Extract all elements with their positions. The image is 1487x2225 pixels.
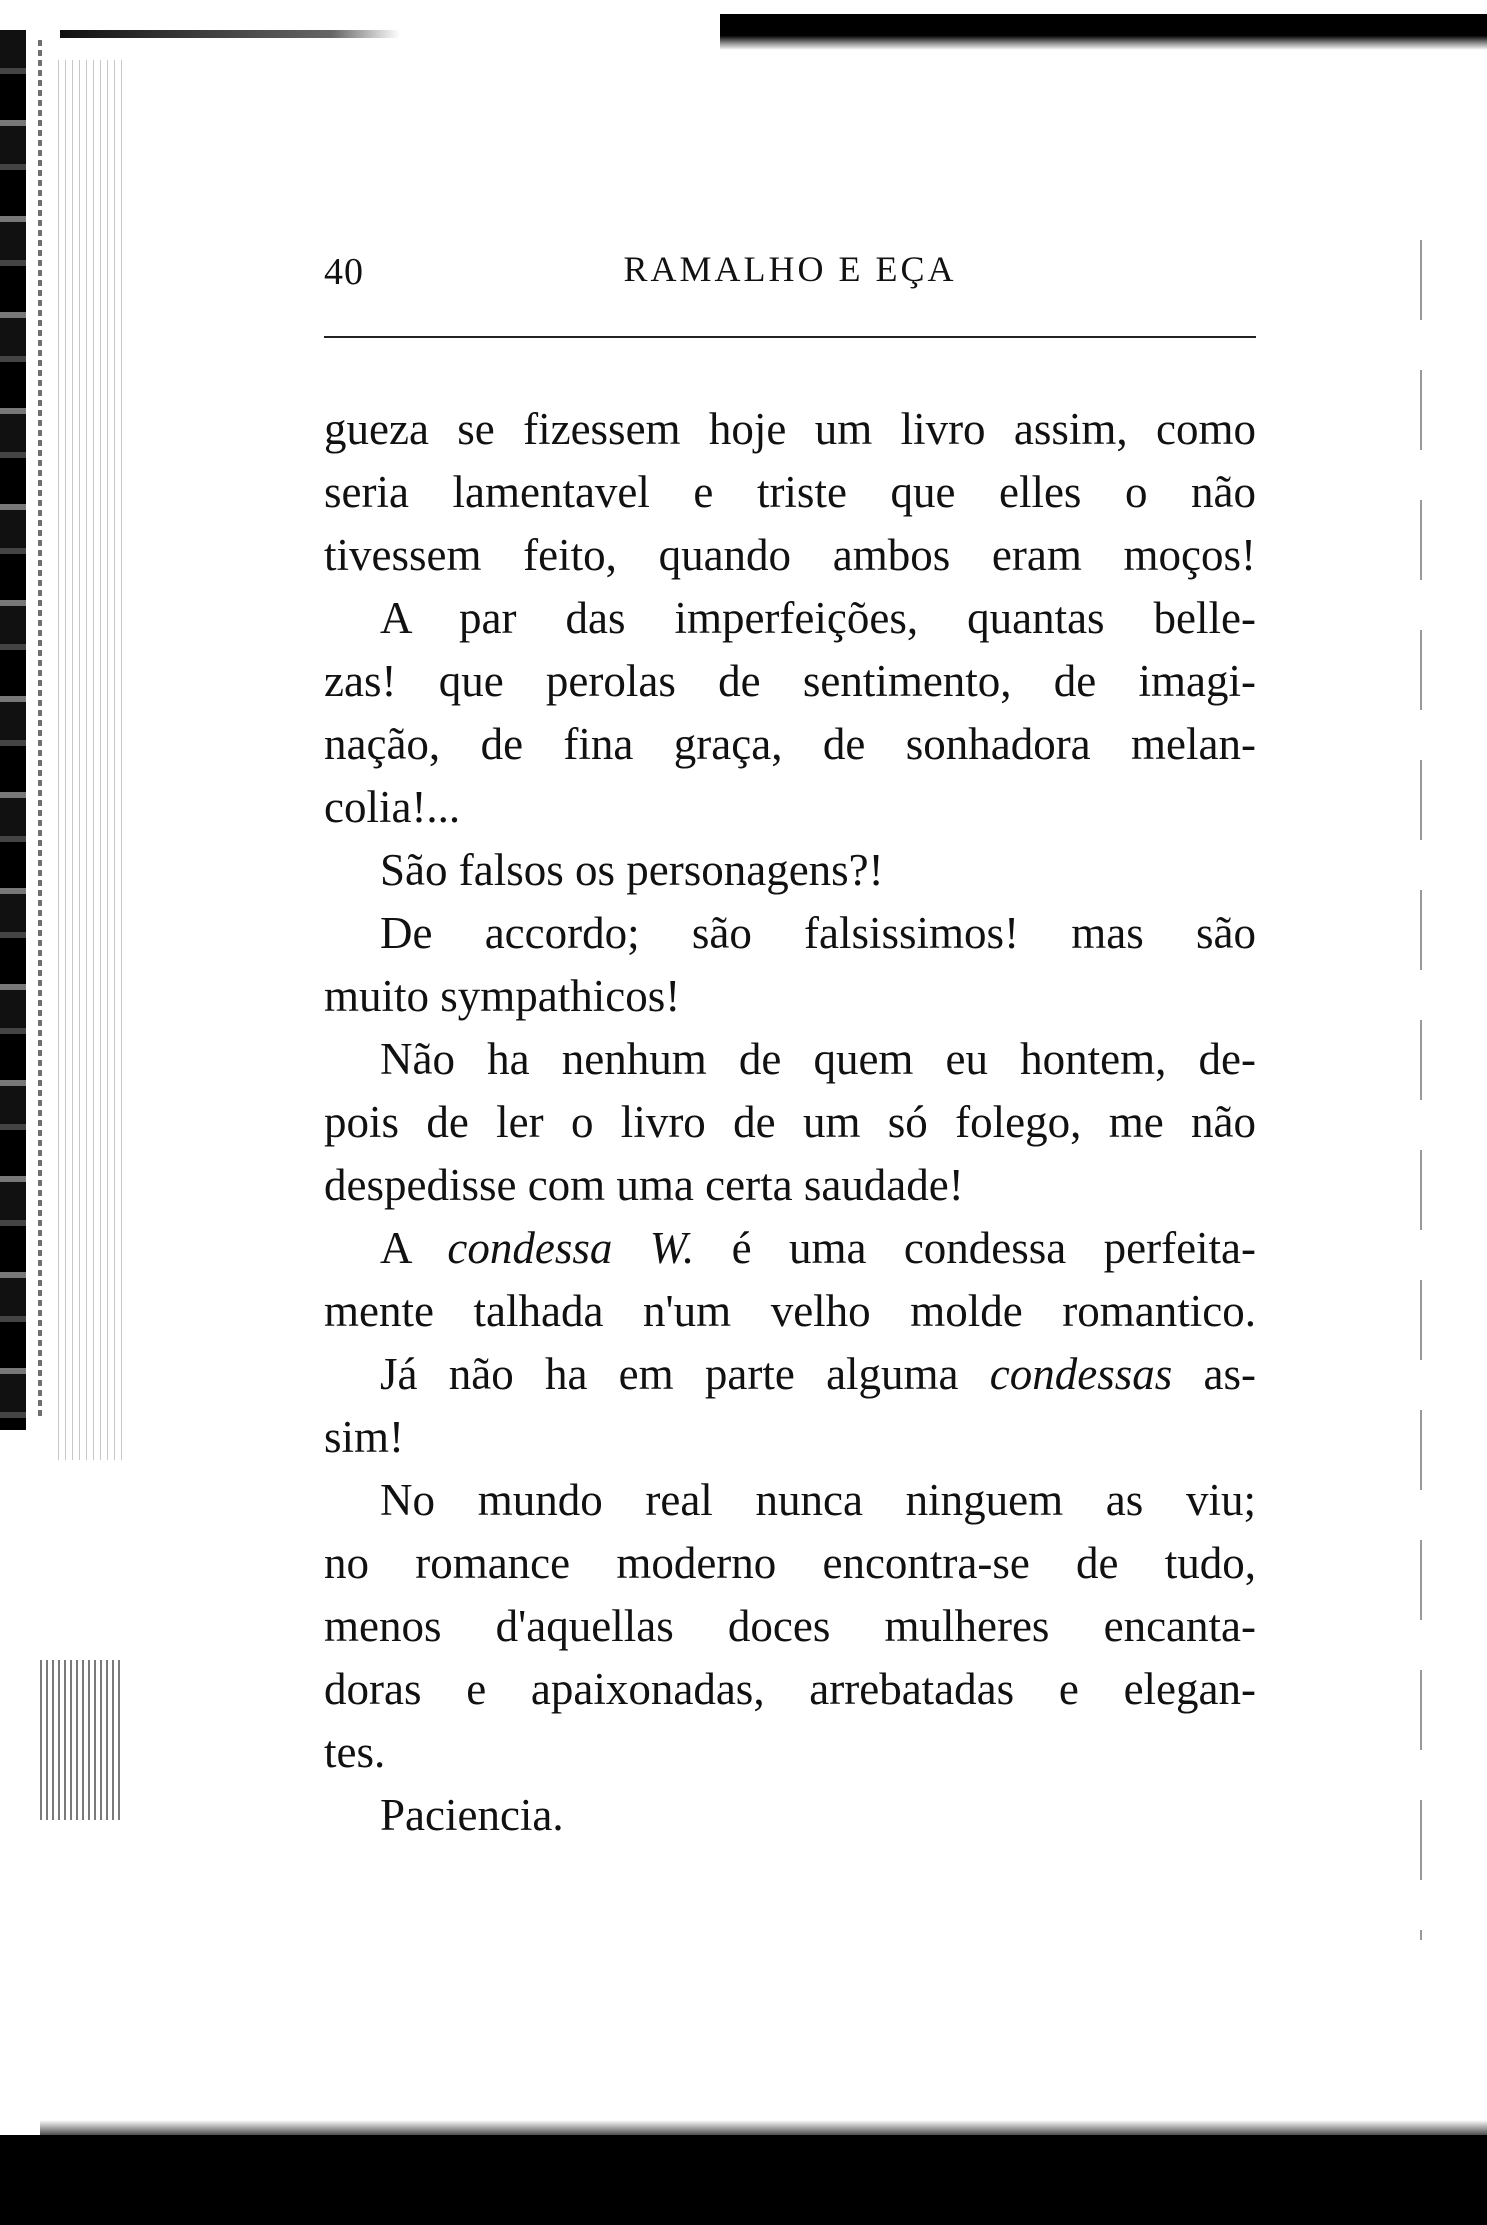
- text-line: doras e apaixonadas, arrebatadas e elegan-: [324, 1664, 1256, 1714]
- text-line: sim!: [324, 1412, 405, 1462]
- scan-edge-lower-mark: [40, 1660, 120, 1820]
- text-line: No mundo real nunca ninguem as viu;: [380, 1475, 1256, 1525]
- text-line: Não ha nenhum de quem eu hontem, de-: [380, 1034, 1256, 1084]
- scan-edge-left: [0, 30, 26, 1430]
- scan-edge-gutter: [58, 60, 124, 1460]
- page-header: [324, 244, 1256, 304]
- text-line: menos d'aquellas doces mulheres encanta-: [324, 1601, 1256, 1651]
- text-line: De accordo; são falsissimos! mas são: [380, 908, 1256, 958]
- text-line: tivessem feito, quando ambos eram moços!: [324, 530, 1256, 580]
- text-segment: as-: [1172, 1349, 1256, 1399]
- text-line: tes.: [324, 1727, 386, 1777]
- body-text: [324, 398, 1256, 1847]
- page-number: 40: [324, 251, 364, 293]
- text-line: A par das imperfeições, quantas belle-: [380, 593, 1256, 643]
- scan-bottom-edge: [0, 2135, 1487, 2225]
- text-line: São falsos os personagens?!: [380, 845, 884, 895]
- running-head: RAMALHO E EÇA: [623, 249, 957, 289]
- text-line: muito sympathicos!: [324, 971, 681, 1021]
- text-line: zas! que perolas de sentimento, de imagi-: [324, 656, 1256, 706]
- text-line: gueza se fizessem hoje um livro assim, como: [324, 404, 1256, 454]
- scan-right-edge: [1420, 240, 1422, 1940]
- header-rule: [324, 336, 1256, 338]
- scan-top-right-edge: [720, 14, 1487, 50]
- text-segment: é uma condessa perfeita-: [694, 1223, 1257, 1273]
- scan-top-left-edge: [60, 30, 400, 38]
- scan-edge-stripe: [38, 40, 42, 1420]
- text-line: seria lamentavel e triste que elles o não: [324, 467, 1256, 517]
- text-line: [324, 1343, 1256, 1406]
- text-line: [324, 1217, 1256, 1280]
- scan-bottom-shadow: [40, 2120, 1487, 2136]
- text-line: nação, de fina graça, de sonhadora melan-: [324, 719, 1256, 769]
- text-line: no romance moderno encontra-se de tudo,: [324, 1538, 1256, 1588]
- text-line: mente talhada n'um velho molde romantico.: [324, 1286, 1256, 1336]
- italic-title: condessa W.: [447, 1223, 695, 1273]
- italic-word: condessas: [989, 1349, 1173, 1399]
- text-line: colia!...: [324, 782, 461, 832]
- text-line: pois de ler o livro de um só folego, me não: [324, 1097, 1256, 1147]
- text-segment: A: [380, 1223, 448, 1273]
- text-segment: Já não ha em parte alguma: [380, 1349, 990, 1399]
- text-line: Paciencia.: [380, 1790, 564, 1840]
- text-line: despedisse com uma certa saudade!: [324, 1160, 964, 1210]
